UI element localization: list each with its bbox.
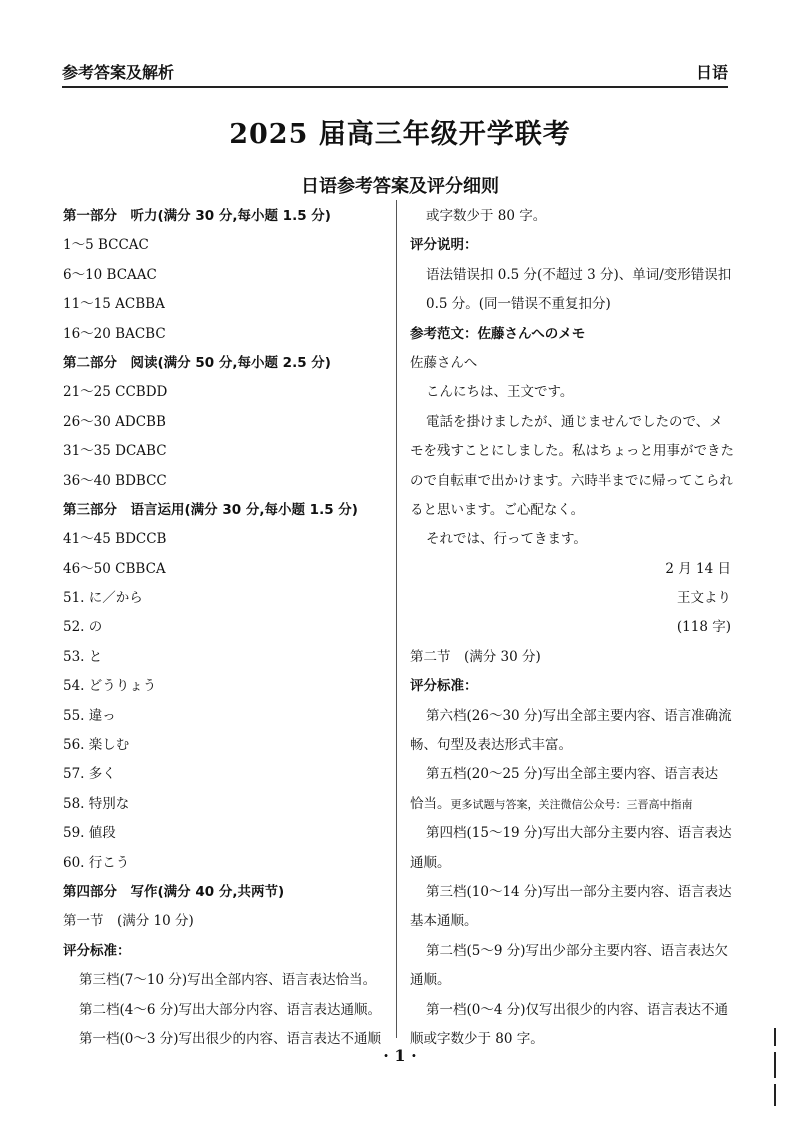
answer-line: 1～5 BCCAC [63,237,149,254]
scoring-note-line: 语法错误扣 0.5 分(不超过 3 分)、单词/变形错误扣 [426,266,732,283]
criteria-line: 第一档(0～3 分)写出很少的内容、语言表达不通顺 [79,1030,382,1047]
edge-mark [774,1028,776,1046]
criteria-line: 第二档(5～9 分)写出少部分主要内容、语言表达欠 [426,942,729,959]
answer-line: 56. 楽しむ [63,737,130,754]
scoring-note-line: 0.5 分。(同一错误不重复扣分) [426,296,611,313]
section2-heading: 第二节 (满分 30 分) [410,648,541,665]
page-title: 2025 届高三年级开学联考 [229,119,571,150]
part1-heading: 第一部分 听力(满分 30 分,每小题 1.5 分) [63,208,331,224]
criteria-line: 第二档(4～6 分)写出大部分内容、语言表达通顺。 [79,1001,382,1018]
sample-line: それでは、行ってきます。 [426,531,587,548]
sample-line: 佐藤さんへ [410,354,478,371]
answer-line: 55. 違っ [63,707,116,724]
right-column [410,202,735,1054]
scoring-note-label: 评分说明： [410,237,478,254]
sample-line: ると思います。ご心配なく。 [410,501,585,518]
criteria-line: 恰当。 [410,795,451,812]
sample-line: モを残すことにしました。私はちょっと用事ができた [410,443,734,460]
answer-line: 21～25 CCBDD [63,384,168,401]
answer-line: 31～35 DCABC [63,443,167,460]
edge-mark [774,1084,776,1106]
answer-line: 60. 行こう [63,854,130,871]
criteria-line: 通顺。 [410,854,451,871]
criteria-line: 畅、句型及表达形式丰富。 [410,737,572,754]
sample-essay-label: 参考范文：佐藤さんへのメモ [410,325,586,342]
criteria-line: 第六档(26～30 分)写出全部主要内容、语言准确流 [426,707,732,724]
sample-line: こんにちは、王文です。 [426,384,574,401]
criteria-line: 顺或字数少于 80 字。 [410,1030,544,1047]
sample-date: 2 月 14 日 [665,560,731,577]
answer-line: 46～50 CBBCA [63,560,166,577]
criteria-line: 基本通顺。 [410,913,478,930]
answer-line: 54. どうりょう [63,678,157,695]
left-column [63,202,383,1054]
answer-line: 57. 多く [63,766,116,783]
criteria-continuation: 或字数少于 80 字。 [426,208,547,224]
page-number: · 1 · [383,1046,417,1065]
part3-heading: 第三部分 语言运用(满分 30 分,每小题 1.5 分) [63,501,358,518]
part2-heading: 第二部分 阅读(满分 50 分,每小题 2.5 分) [63,354,331,371]
criteria-line-with-note [410,790,735,819]
criteria-line: 第一档(0～4 分)仅写出很少的内容、语言表达不通 [426,1001,729,1018]
sample-line: ので自転車で出かけます。六時半までに帰ってこられ [410,472,733,489]
answer-line: 52. の [63,619,103,636]
page-header [62,56,728,88]
answer-line: 51. に／から [63,590,143,607]
section1-heading: 第一节 (满分 10 分) [63,913,194,930]
criteria-line: 通顺。 [410,972,451,989]
sample-signature: 王文より [677,590,731,607]
answer-line: 41～45 BDCCB [63,531,167,548]
answer-line: 59. 値段 [63,825,116,842]
answer-line: 6～10 BCAAC [63,266,157,283]
answer-line: 16～20 BACBC [63,325,166,342]
header-subject: 日语 [695,63,728,82]
criteria-line: 第三档(7～10 分)写出全部内容、语言表达恰当。 [79,972,377,989]
edge-mark [774,1052,776,1078]
answer-line: 53. と [63,648,103,665]
criteria-label: 评分标准： [63,942,131,959]
sample-line: 電話を掛けましたが、通じませんでしたので、メ [426,413,723,430]
answer-line: 36～40 BDBCC [63,472,167,489]
wechat-note: 更多试题与答案，关注微信公众号：三晋高中指南 [450,797,693,811]
criteria-line: 第三档(10～14 分)写出一部分主要内容、语言表达 [426,883,732,900]
criteria-label: 评分标准： [410,678,478,695]
criteria-line: 第五档(20～25 分)写出全部主要内容、语言表达 [426,766,719,783]
column-divider [396,200,397,1038]
answer-line: 26～30 ADCBB [63,413,166,430]
answer-line: 58. 特別な [63,795,130,812]
part4-heading: 第四部分 写作(满分 40 分,共两节) [63,883,285,900]
page-subtitle: 日语参考答案及评分细则 [301,176,499,197]
sample-char-count: (118 字) [676,619,731,636]
answer-line: 11～15 ACBBA [63,296,165,313]
scan-edge-marks [774,1028,778,1120]
criteria-line: 第四档(15～19 分)写出大部分主要内容、语言表达 [426,825,732,842]
header-left: 参考答案及解析 [62,63,175,82]
